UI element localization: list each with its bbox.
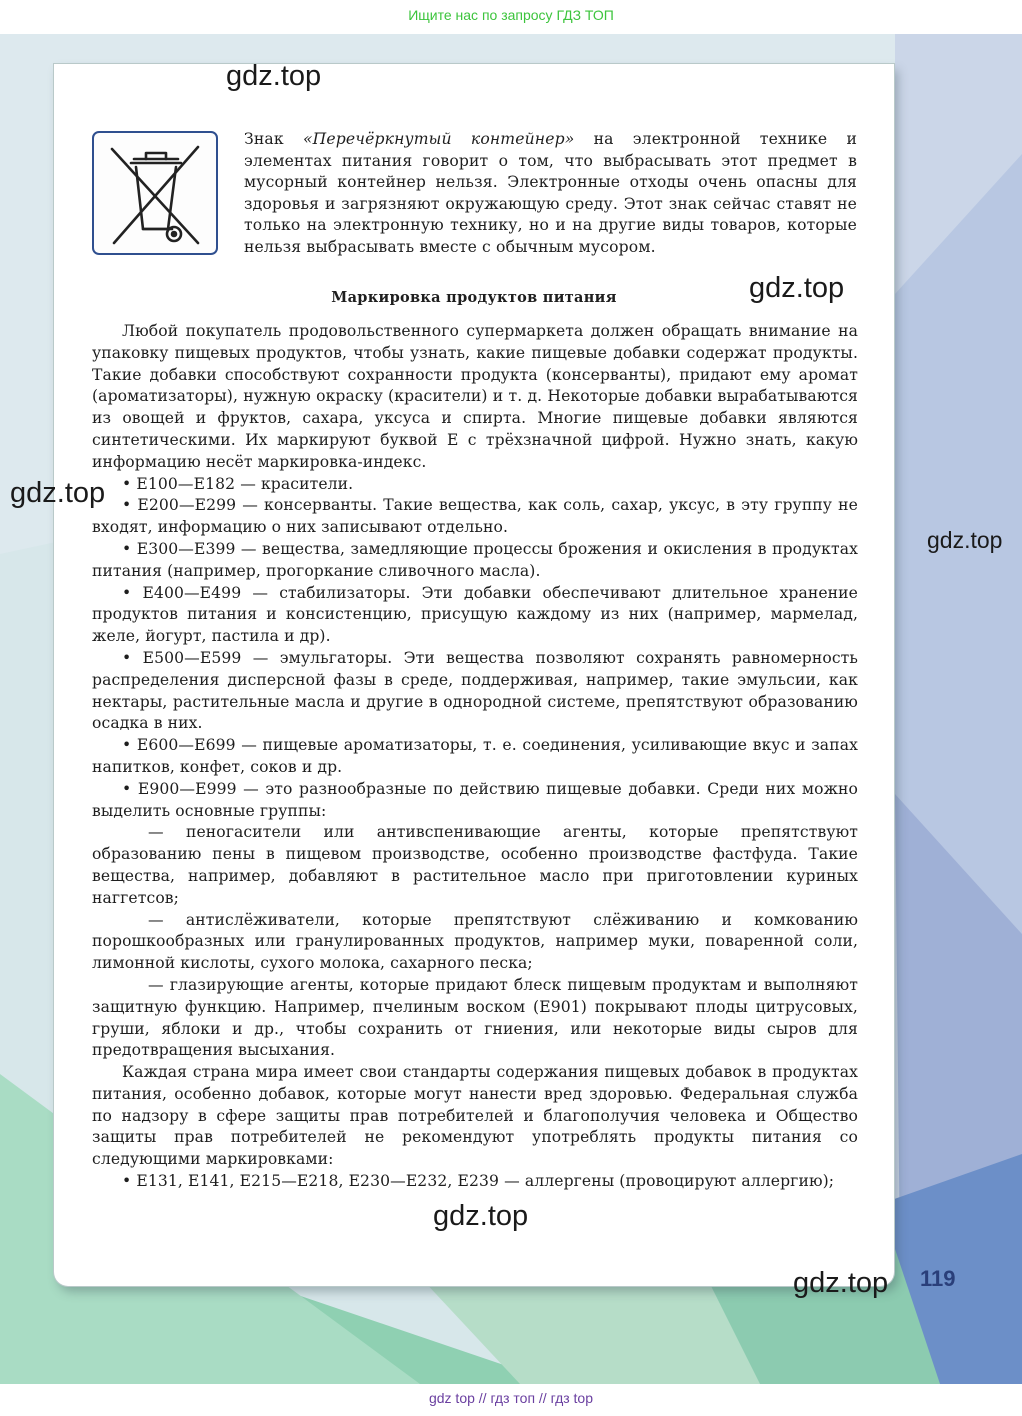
intro-paragraph <box>244 129 857 259</box>
section-title: Маркировка продуктов питания <box>331 289 617 306</box>
watermark: gdz.top <box>793 1267 889 1299</box>
top-banner <box>0 0 1022 34</box>
crossed-out-wheelie-bin-icon <box>92 131 218 255</box>
page-number: 119 <box>920 1266 956 1291</box>
list-item: • Е131, Е141, Е215—Е218, Е230—Е232, Е239 — аллергены (провоцируют аллергию); <box>122 1172 835 1191</box>
list-item: • Е900—Е999 — это разнообразные по действию пищевые добавки. Среди них можно выделить основные группы: <box>92 779 858 820</box>
watermark: gdz.top <box>433 1200 529 1232</box>
intro-italic-term: «Перечёркнутый контейнер» <box>302 130 575 148</box>
watermark: gdz.top <box>749 272 845 304</box>
sub-list-item: — антислёживатели, которые препятствуют слёживанию и комкованию порошкообразных или гранулированных продуктов, например муки, поваренной соли, лимонной кислоты, сухого молока, сахарного песка; <box>92 910 858 973</box>
bottom-banner <box>0 1384 1022 1416</box>
top-banner-text: Ищите нас по запросу ГДЗ ТОП <box>408 7 614 23</box>
list-item: • Е100—Е182 — красители. <box>122 474 354 493</box>
sub-list-item: — пеногасители или антивспенивающие агенты, которые препятствуют образованию пены в пищевом производстве, особенно производстве фастфуда. Такие вещества, например, добавляют в растительное масло при приготовлении куриных наггетсов; <box>92 823 858 907</box>
watermark: gdz.top <box>927 527 1003 553</box>
list-item: • Е200—Е299 — консерванты. Такие вещества, как соль, сахар, уксус, в эту группу не входят, информацию о них записывают отдельно. <box>92 496 858 537</box>
watermark: gdz.top <box>10 477 106 509</box>
paragraph: Любой покупатель продовольственного супермаркета должен обращать внимание на упаковку пищевых продуктов, чтобы узнать, какие пищевые добавки содержат продукты. Такие добавки способствуют сохранности продукта (консерванты), придают ему аромат (ароматизаторы), нужную окраску (красители) и т. д. Некоторые добавки вырабатываются из овощей и фруктов, сахара, уксуса и спирта. Многие пищевые добавки являются синтетическими. Их маркируют буквой Е с трёхзначной цифрой. Нужно знать, какую информацию несёт маркировка-индекс. <box>92 322 858 471</box>
list-item: • Е500—Е599 — эмульгаторы. Эти вещества позволяют сохранять равномерность распределения дисперсной фазы в среде, поддерживая, например, такие эмульсии, как нектары, растительные масла и другие в однородной системе, препятствуют образованию осадка в них. <box>92 648 858 733</box>
bottom-banner-text: gdz top // гдз топ // гдз top <box>428 1390 594 1406</box>
intro-text: на электронной технике и элементах питания говорит о том, что выбрасывать этот предмет в мусорный контейнер нельзя. Электронные отходы очень опасны для здоровья и загрязняют окружающую среду. Этот знак сейчас ставят не только на электронную технику, но и на другие виды товаров, которые нельзя выбрасывать вместе с обычным мусором. <box>244 130 857 256</box>
body-text <box>92 321 858 1193</box>
paragraph: Каждая страна мира имеет свои стандарты содержания пищевых добавок в продуктах питания, особенно добавок, которые могут нанести вред здоровью. Федеральная служба по надзору в сфере защиты прав потребителей и благополучия человека и Общество защиты прав потребителей не рекомендуют употреблять продукты питания со следующими маркировками: <box>92 1063 858 1169</box>
watermark: gdz.top <box>226 60 322 92</box>
list-item: • Е300—Е399 — вещества, замедляющие процессы брожения и окисления в продуктах питания (например, прогоркание сливочного масла). <box>92 539 858 580</box>
list-item: • Е400—Е499 — стабилизаторы. Эти добавки обеспечивают длительное хранение продуктов питания и консистенцию, присущую каждому из них (например, мармелад, желе, йогурт, пастила и др). <box>92 583 858 646</box>
sub-list-item: — глазирующие агенты, которые придают блеск пищевым продуктам и выполняют защитную функцию. Например, пчелиным воском (Е901) покрывают плоды цитрусовых, груши, яблоки и др., чтобы сохранить от гниения, или некоторые виды сыров для предотвращения высыхания. <box>92 975 858 1060</box>
intro-lead: Знак <box>244 130 284 148</box>
list-item: • Е600—Е699 — пищевые ароматизаторы, т. е. соединения, усиливающие вкус и запах напитков, конфет, соков и др. <box>92 736 858 776</box>
